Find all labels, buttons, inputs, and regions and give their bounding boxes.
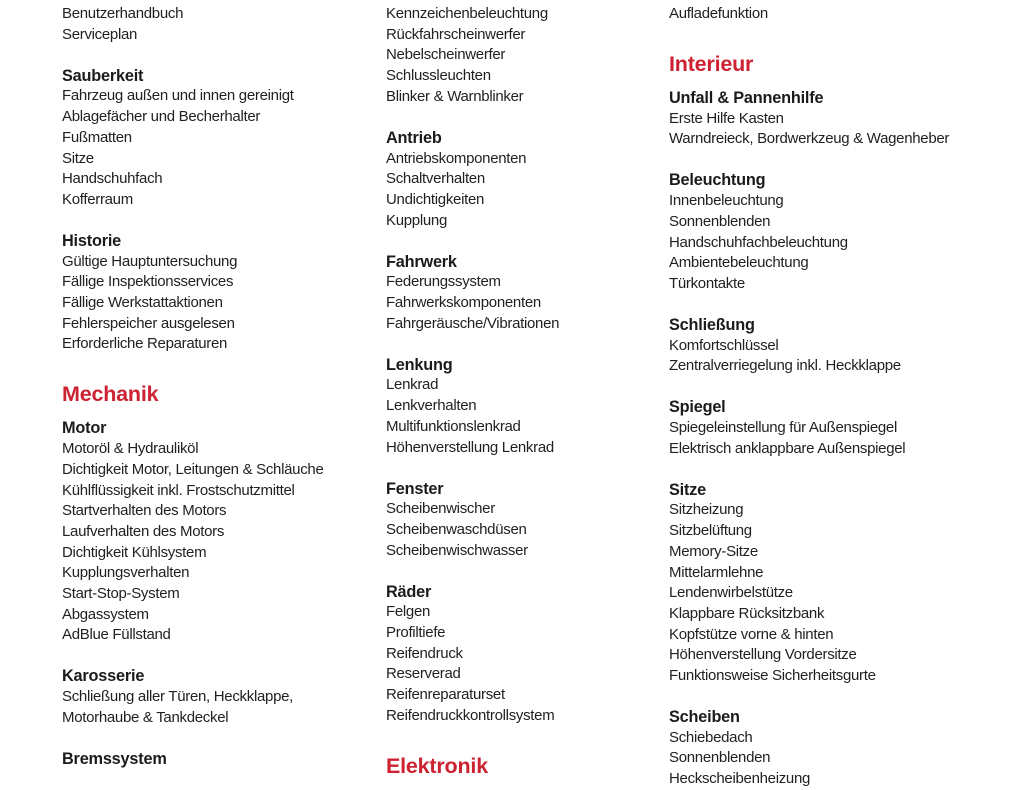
checklist-item: Gültige Hauptuntersuchung	[62, 252, 238, 270]
checklist-item: Lenkverhalten	[386, 397, 477, 415]
checklist-item: Reifendruck	[386, 644, 463, 662]
section-heading: Motor	[62, 419, 107, 438]
category-heading-block	[386, 753, 681, 780]
checklist-item: Zentralverriegelung inkl. Heckklappe	[669, 357, 901, 375]
checklist-item: Sonnenblenden	[669, 212, 771, 230]
checklist-section	[386, 582, 681, 727]
checklist-item: Lendenwirbelstütze	[669, 584, 793, 602]
checklist-item: Undichtigkeiten	[386, 190, 485, 208]
checklist-item: Rückfahrscheinwerfer	[386, 25, 526, 43]
checklist-item: Serviceplan	[62, 25, 138, 43]
section-heading: Unfall & Pannenhilfe	[669, 89, 824, 107]
checklist-item: Antriebskomponenten	[386, 149, 527, 167]
checklist-item: Scheibenwaschdüsen	[386, 520, 527, 538]
checklist-item: Spiegeleinstellung für Außenspiegel	[669, 419, 897, 437]
checklist-item: Fällige Inspektionsservices	[62, 273, 234, 291]
section-heading: Schließung	[669, 315, 755, 334]
checklist-item: Schlussleuchten	[386, 67, 491, 85]
checklist-item: Felgen	[386, 603, 431, 621]
checklist-item: Erforderliche Reparaturen	[62, 335, 228, 353]
checklist-item: Elektrisch anklappbare Außenspiegel	[669, 439, 906, 457]
checklist-item: Kopfstütze vorne & hinten	[669, 625, 834, 643]
checklist-section	[386, 252, 681, 335]
checklist-item: Fahrzeug außen und innen gereinigt	[62, 87, 294, 105]
checklist-item: Dichtigkeit Kühlsystem	[62, 543, 207, 561]
checklist-item: Multifunktionslenkrad	[386, 417, 521, 435]
checklist-section	[386, 4, 681, 108]
checklist-item: Höhenverstellung Vordersitze	[669, 646, 857, 664]
checklist-item: Heckscheibenheizung	[669, 770, 811, 788]
column-2	[386, 0, 681, 778]
section-heading: Beleuchtung	[669, 171, 766, 190]
checklist-item: Schließung aller Türen, Heckklappe,	[62, 688, 294, 706]
checklist-item: Abgassystem	[62, 605, 149, 623]
checklist-item: Memory-Sitze	[669, 542, 758, 560]
checklist-item: Start-Stop-System	[62, 585, 180, 603]
checklist-item: Reserverad	[386, 665, 461, 683]
category-heading: Elektronik	[386, 753, 488, 778]
column-1	[62, 0, 377, 770]
checklist-section	[669, 707, 1014, 790]
checklist-item: Lenkrad	[386, 376, 439, 394]
checklist-section	[669, 397, 1014, 459]
section-heading: Sauberkeit	[62, 66, 144, 85]
checklist-item: Handschuhfach	[62, 170, 163, 188]
checklist-section	[62, 4, 377, 45]
checklist-item: Kennzeichenbeleuchtung	[386, 5, 548, 22]
category-heading: Mechanik	[62, 382, 159, 407]
checklist-item: Blinker & Warnblinker	[386, 87, 524, 105]
checklist-section	[669, 315, 1014, 377]
checklist-section	[669, 170, 1014, 294]
checklist-item: Komfortschlüssel	[669, 336, 779, 354]
checklist-section	[669, 480, 1014, 687]
checklist-item: Ambientebeleuchtung	[669, 254, 809, 272]
checklist-item: Sitze	[62, 149, 94, 167]
checklist-item: Sonnenblenden	[669, 749, 771, 767]
category-heading: Interieur	[669, 51, 754, 76]
checklist-item: Aufladefunktion	[669, 5, 768, 22]
checklist-item: Fahrwerkskomponenten	[386, 294, 541, 312]
checklist-item: Reifendruckkontrollsystem	[386, 706, 555, 724]
checklist-item: Benutzerhandbuch	[62, 5, 184, 22]
section-heading: Fenster	[386, 479, 444, 498]
checklist-section	[669, 88, 1014, 150]
checklist-item: Funktionsweise Sicherheitsgurte	[669, 667, 876, 685]
checklist-item: Fahrgeräusche/Vibrationen	[386, 314, 560, 332]
checklist-item: AdBlue Füllstand	[62, 626, 171, 644]
checklist-item: Scheibenwischer	[386, 500, 495, 518]
checklist-item: Türkontakte	[669, 274, 745, 292]
checklist-item: Sitzheizung	[669, 501, 744, 519]
category-heading-block	[669, 51, 1014, 78]
section-heading: Historie	[62, 231, 122, 250]
section-heading: Lenkung	[386, 355, 453, 374]
checklist-item: Laufverhalten des Motors	[62, 522, 225, 540]
checklist-item: Handschuhfachbeleuchtung	[669, 233, 848, 251]
checklist-item: Nebelscheinwerfer	[386, 46, 506, 64]
category-heading-block	[62, 381, 377, 408]
checklist-item: Motoröl & Hydrauliköl	[62, 440, 199, 458]
section-heading: Spiegel	[669, 398, 726, 417]
checklist-item: Erste Hilfe Kasten	[669, 109, 784, 127]
checklist-item: Klappbare Rücksitzbank	[669, 604, 825, 622]
checklist-item: Dichtigkeit Motor, Leitungen & Schläuche	[62, 460, 324, 478]
checklist-item: Fußmatten	[62, 128, 132, 146]
checklist-item: Höhenverstellung Lenkrad	[386, 438, 554, 456]
checklist-section	[386, 479, 681, 562]
checklist-item: Ablagefächer und Becherhalter	[62, 108, 261, 126]
section-heading: Antrieb	[386, 128, 442, 147]
checklist-section	[386, 355, 681, 459]
checklist-section	[62, 231, 377, 355]
checklist-item: Kupplung	[386, 211, 447, 229]
checklist-item: Startverhalten des Motors	[62, 502, 227, 520]
checklist-section	[62, 749, 377, 770]
section-heading: Sitze	[669, 480, 707, 499]
checklist-item: Scheibenwischwasser	[386, 541, 528, 559]
checklist-item: Sitzbelüftung	[669, 522, 752, 540]
checklist-item: Federungssystem	[386, 273, 501, 291]
checklist-item: Schaltverhalten	[386, 170, 485, 188]
checklist-item: Kofferraum	[62, 190, 133, 208]
checklist-section	[386, 128, 681, 232]
section-heading: Räder	[386, 582, 432, 601]
checklist-item: Kupplungsverhalten	[62, 564, 190, 582]
checklist-item: Fehlerspeicher ausgelesen	[62, 314, 235, 332]
section-heading: Scheiben	[669, 708, 740, 727]
checklist-item: Motorhaube & Tankdeckel	[62, 708, 229, 726]
column-3	[669, 0, 1014, 790]
section-heading: Karosserie	[62, 667, 145, 686]
checklist-item: Reifenreparaturset	[386, 686, 505, 704]
section-heading: Fahrwerk	[386, 252, 457, 271]
checklist-section	[62, 418, 377, 646]
checklist-section	[62, 66, 377, 211]
checklist-item: Innenbeleuchtung	[669, 192, 784, 210]
checklist-item: Kühlflüssigkeit inkl. Frostschutzmittel	[62, 481, 295, 499]
checklist-item: Fällige Werkstattaktionen	[62, 294, 223, 312]
checklist-section	[669, 4, 1014, 25]
checklist-section	[62, 666, 377, 728]
checklist-item: Profiltiefe	[386, 624, 446, 642]
checklist-item: Warndreieck, Bordwerkzeug & Wagenheber	[669, 130, 950, 148]
section-heading: Bremssystem	[62, 749, 167, 768]
checklist-item: Schiebedach	[669, 728, 753, 746]
checklist-item: Mittelarmlehne	[669, 563, 764, 581]
